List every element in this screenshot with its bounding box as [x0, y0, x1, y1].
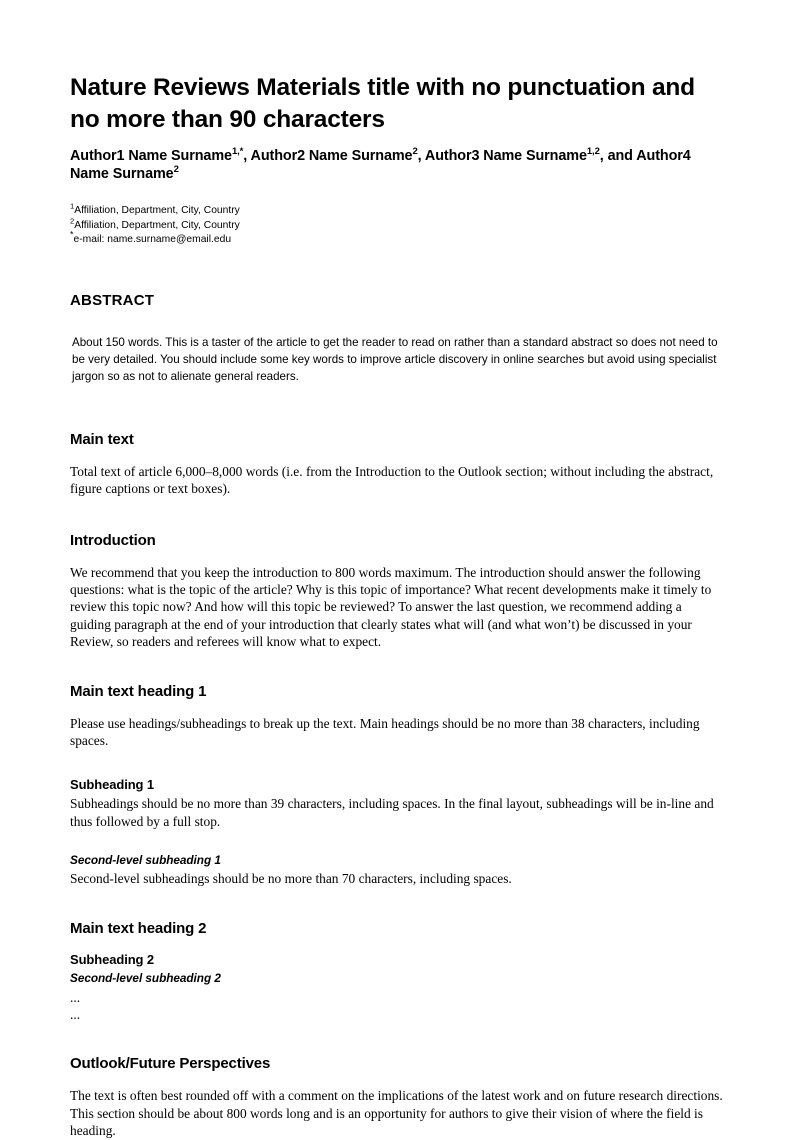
- corresponding-email-text: e-mail: name.surname@email.edu: [73, 234, 232, 246]
- subheading-1: Subheading 1: [70, 777, 155, 793]
- author-affiliation-marker-2: 2: [412, 146, 418, 158]
- affiliation-line: [70, 201, 723, 219]
- introduction-section: [70, 532, 723, 651]
- author-affiliation-marker-3: 1,2: [586, 146, 600, 158]
- main-heading-1-body: Please use headings/subheadings to break up the text. Main headings should be no more than 38 characters, including spaces.: [70, 715, 700, 749]
- author-separator-2: ,: [417, 148, 425, 164]
- abstract-body: About 150 words. This is a taster of the article to get the reader to read on rather than a standard abstract so does not need to be very detailed. You should include some key words to improve article discovery in online searches but avoid using specialist jargon so as not to alienate general readers.: [72, 335, 718, 383]
- placeholder-line: ...: [70, 1007, 81, 1023]
- affiliation-text: Affiliation, Department, City, Country: [74, 205, 240, 216]
- subheading-2: Subheading 2: [70, 951, 155, 967]
- outlook-section: [70, 1055, 723, 1139]
- author-name-1: Author1 Name Surname: [70, 148, 232, 164]
- author-separator-1: ,: [243, 148, 251, 164]
- page-title: Nature Reviews Materials title with no punctuation and no more than 90 characters: [70, 74, 695, 133]
- affiliation-block: [70, 201, 723, 248]
- second-level-subheading-1-section: [70, 853, 723, 887]
- affiliation-text: Affiliation, Department, City, Country: [74, 219, 240, 231]
- second-level-subheading-1-body: Second-level subheadings should be no more than 70 characters, including spaces.: [70, 871, 512, 887]
- subheading-1-section: [70, 777, 723, 830]
- second-level-subheading-1: Second-level subheading 1: [70, 853, 221, 868]
- second-level-subheading-2: Second-level subheading 2: [70, 970, 221, 985]
- abstract-section: [70, 292, 723, 385]
- author-name-3: Author3 Name Surname: [424, 148, 587, 164]
- corresponding-email-line: [70, 229, 723, 248]
- introduction-heading: Introduction: [70, 531, 156, 549]
- corresponding-author-marker: *: [70, 229, 74, 240]
- author-name-4: Author4 Name Surname: [70, 148, 691, 182]
- introduction-body: We recommend that you keep the introduction to 800 words maximum. The introduction should answer the following questions: what is the topic of the article? Why is this topic of importance? What recent developments make it timely to review this topic now? And how will this topic be reviewed? To answer the last question, we recommend adding a guiding paragraph at the end of your introduction that clearly states what will (and what won’t) be discussed in your Review, so readers and referees will know what to expect.: [70, 564, 712, 650]
- author-affiliation-marker-4: 2: [173, 164, 179, 176]
- outlook-heading: Outlook/Future Perspectives: [70, 1055, 271, 1073]
- author-name-2: Author2 Name Surname: [250, 148, 413, 164]
- main-text-body: Total text of article 6,000–8,000 words (i.e. from the Introduction to the Outlook section; without including the abstract, figure captions or text boxes).: [70, 463, 714, 497]
- main-text-heading-1: Main text heading 1: [70, 682, 207, 700]
- author-affiliation-marker-1: 1,*: [231, 146, 244, 158]
- placeholder-line: ...: [70, 989, 81, 1005]
- main-heading-2-section: [70, 920, 723, 1024]
- affiliation-marker: 1: [70, 201, 75, 211]
- affiliation-line: [70, 216, 723, 234]
- abstract-heading: ABSTRACT: [70, 291, 155, 309]
- subheading-1-body: Subheadings should be no more than 39 characters, including spaces. In the final layout, subheadings will be in-line and thus followed by a full stop.: [70, 796, 714, 829]
- document-content-column: [70, 72, 723, 1140]
- main-text-section: [70, 431, 723, 498]
- main-text-heading: Main text: [70, 430, 134, 448]
- outlook-body: The text is often best rounded off with a comment on the implications of the latest work and on future research directions. This section should be about 800 words long and is an opportunity for authors to give their vision of where the field is heading.: [70, 1088, 723, 1139]
- author-separator-3: , and: [599, 148, 637, 164]
- main-text-heading-2: Main text heading 2: [70, 919, 207, 937]
- main-heading-1-section: [70, 683, 723, 750]
- author-list: [70, 147, 723, 183]
- affiliation-marker: 2: [70, 216, 75, 226]
